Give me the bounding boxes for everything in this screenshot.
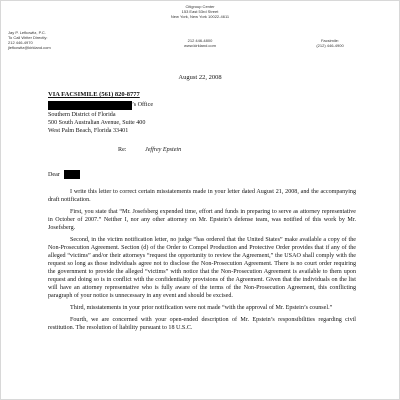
firm-web: www.kirkland.com <box>183 43 216 48</box>
letter-date: August 22, 2008 <box>178 74 222 81</box>
body-paragraph: First, you state that “Mr. Josefsberg expended time, effort and funds in preparing to serve as attorney representative in October of 2007.” Neither I, nor any other attorney on Mr. Epstein’s defense team, was notified of this work by Mr. Josefsberg. <box>48 209 356 231</box>
redaction-box <box>64 170 80 179</box>
recipient-address <box>48 111 145 135</box>
body-paragraph: I write this letter to correct certain misstatements made in your letter dated August 21, 2008, and the accompanying draft notification. <box>48 189 356 203</box>
recipient-office: ’s Office <box>132 102 154 108</box>
fax-label: Facsimile: <box>320 38 339 43</box>
body-paragraph: Third, misstatements in your prior notification were not made “with the approval of Mr. Epstein’s counsel.” <box>70 305 333 311</box>
via-line: VIA FACSIMILE (561) 820-8777 <box>48 91 140 98</box>
address-line: 153 East 53rd Street <box>181 9 219 14</box>
letter-body <box>48 188 356 336</box>
address-line: New York, New York 10022-4611 <box>170 14 230 19</box>
firm-phone: 212 446-4800 <box>187 38 213 43</box>
fax-block <box>290 38 370 48</box>
redaction-box <box>48 101 132 110</box>
sender-email: jlefkowitz@kirkland.com <box>8 45 51 50</box>
dial-label: To Call Writer Directly: <box>8 35 48 40</box>
fax-number: (212) 446-4900 <box>316 43 344 48</box>
salutation: Dear <box>48 172 60 178</box>
address-line: Southern District of Florida <box>48 112 116 118</box>
firm-address <box>150 4 250 19</box>
re-subject: Jeffrey Epstein <box>145 147 182 153</box>
address-line: West Palm Beach, Florida 33401 <box>48 128 129 134</box>
sender-name: Jay P. Lefkowitz, P.C. <box>8 30 46 35</box>
firm-contact <box>150 38 250 48</box>
sender-phone: 212 446-4970 <box>8 40 33 45</box>
re-label: Re: <box>118 147 127 153</box>
body-paragraph: Fourth, we are concerned with your open-ended description of Mr. Epstein’s responsibilities regarding civil restitution. The resolution of liability pursuant to 18 U.S.C. <box>48 317 356 331</box>
address-line: Citigroup Center <box>185 4 215 9</box>
sender-block <box>8 30 98 50</box>
body-paragraph: Second, in the victim notification letter, no judge “has ordered that the United States” make available a copy of the Non-Prosecution Agreement. Section (d) of the Order to Compel Production and Protective Order provides that if any of the alleged “victims” and/or their attorneys “request the opportunity to review the Agreement,” the USAO shall comply with the request so long as those individuals agree not to disclose the Non-Prosecution Agreement. There is no court order requiring the government to provide the alleged “victims” with notice that the Non-Prosecution Agreement is available to them upon request and doing so is in conflict with the confidentiality provisions of the Agreement. Given that the individuals on the list will have an attorney representative who is fully aware of the terms of the Non-Prosecution Agreement, this conflicting paragraph of your notice is unnecessary in any event and should be excised. <box>48 237 356 299</box>
address-line: 500 South Australian Avenue, Suite 400 <box>48 120 146 126</box>
